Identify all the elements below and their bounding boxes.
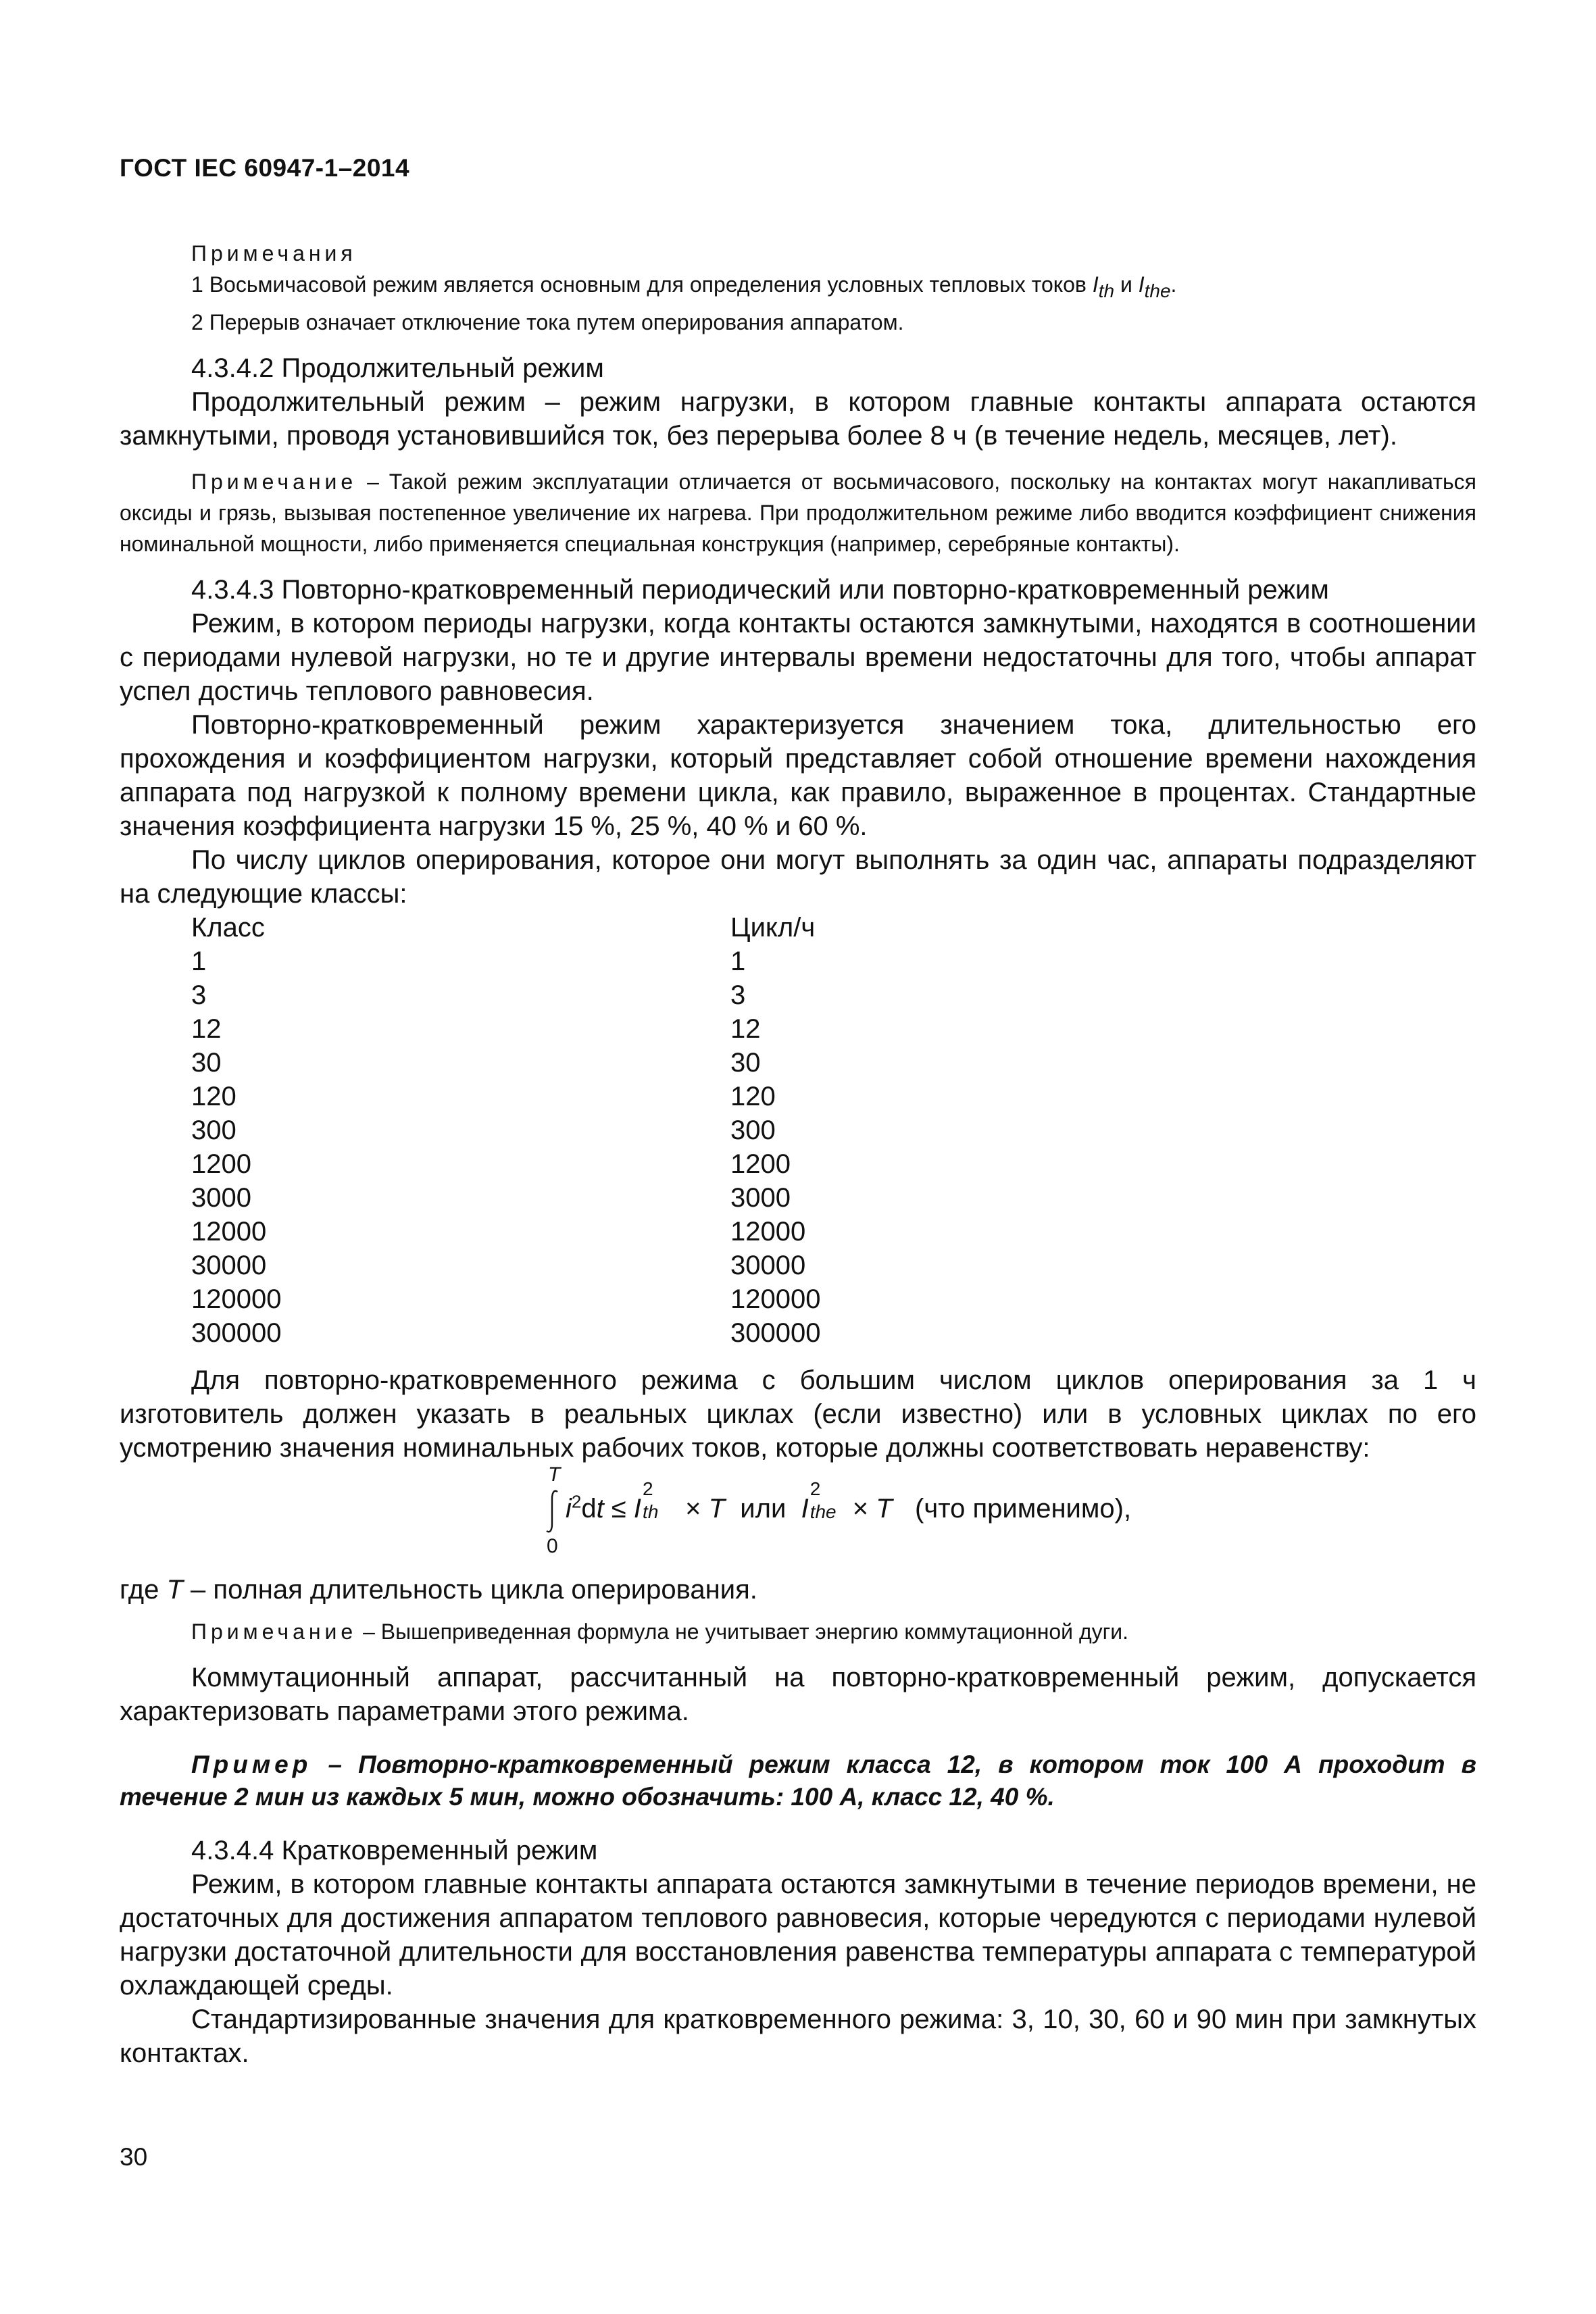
section-heading-4343: 4.3.4.3 Повторно-кратковременный периодический или повторно-кратковременный режим — [191, 575, 1329, 605]
cycles-per-hour-value: 30000 — [730, 1251, 806, 1280]
cycles-per-hour-value: 3000 — [730, 1183, 791, 1213]
class-table-header — [191, 911, 1476, 945]
note-2: 2 Перерыв означает отключение тока путем оперирования аппаратом. — [191, 310, 904, 334]
cycles-per-hour-value: 120000 — [730, 1284, 821, 1314]
class-value: 3 — [191, 980, 207, 1010]
class-value: 12000 — [191, 1217, 267, 1247]
cycles-per-hour-value: 1200 — [730, 1149, 791, 1179]
class-table-col-class: Класс — [191, 913, 265, 942]
paragraph-4342: Продолжительный режим – режим нагрузки, в котором главные контакты аппарата остаются замкнутыми, проводя установившийся ток, без перерыва более 8 ч (в течение недель, месяцев, лет). — [120, 387, 1476, 451]
class-table — [191, 911, 1476, 1350]
paragraph-4343-5: Коммутационный аппарат, рассчитанный на повторно-кратковременный режим, допускается характеризовать параметрами этого режима. — [120, 1663, 1476, 1726]
class-table-row — [191, 1282, 1476, 1316]
paragraph-4344-2: Стандартизированные значения для кратковременного режима: 3, 10, 30, 60 и 90 мин при замкнутых контактах. — [120, 2005, 1476, 2068]
document-header: ГОСТ IEC 60947-1–2014 — [120, 154, 410, 182]
paragraph-4343-3: По числу циклов оперирования, которое они могут выполнять за один час, аппараты подразделяют на следующие классы: — [120, 845, 1476, 909]
cycles-per-hour-value: 120 — [730, 1082, 776, 1111]
paragraph-4343-1: Режим, в котором периоды нагрузки, когда контакты остаются замкнутыми, находятся в соотношении с периодами нулевой нагрузки, но те и другие интервалы времени недостаточны для того, чтобы аппарат успел достичь теплового равновесия. — [120, 609, 1476, 706]
class-table-row — [191, 945, 1476, 978]
cycles-per-hour-value: 3 — [730, 980, 746, 1010]
class-value: 30000 — [191, 1251, 267, 1280]
section-heading-4344: 4.3.4.4 Кратковременный режим — [191, 1836, 598, 1865]
cycles-per-hour-value: 12000 — [730, 1217, 806, 1247]
class-table-row — [191, 1215, 1476, 1249]
formula-block — [120, 1465, 1476, 1573]
class-value: 300 — [191, 1115, 236, 1145]
class-value: 3000 — [191, 1183, 251, 1213]
inequality-formula — [545, 1465, 1289, 1573]
class-table-row — [191, 1113, 1476, 1147]
document-body — [120, 238, 1476, 2070]
class-table-rows — [191, 945, 1476, 1350]
example-4343: Пример – Повторно-кратковременный режим класса 12, в котором ток 100 А проходит в течение 2 мин из каждых 5 мин, можно обозначить: 100 А, класс 12, 40 %. — [120, 1751, 1476, 1811]
class-value: 1200 — [191, 1149, 251, 1179]
note-1: 1 Восьмичасовой режим является основным для определения условных тепловых токов Ith и Ithe. — [191, 272, 1177, 301]
integral-sign-icon — [545, 1489, 560, 1534]
cycles-per-hour-value: 300000 — [730, 1318, 821, 1348]
formula-expression: $i^2dt \le I$ 2 th × T или I 2 the × T (что применимо), — [566, 1478, 1132, 1524]
class-value: 12 — [191, 1014, 222, 1044]
class-table-row — [191, 1012, 1476, 1046]
where-clause: где T – полная длительность цикла оперирования. — [120, 1575, 757, 1605]
class-table-row — [191, 1249, 1476, 1282]
class-value: 1 — [191, 947, 207, 976]
class-table-row — [191, 978, 1476, 1012]
cycles-per-hour-value: 30 — [730, 1048, 761, 1078]
document-page — [120, 0, 1476, 2314]
integral-upper-limit: T — [548, 1463, 561, 1486]
class-value: 120 — [191, 1082, 236, 1111]
class-value: 120000 — [191, 1284, 282, 1314]
paragraph-4343-2: Повторно-кратковременный режим характеризуется значением тока, длительностью его прохождения и коэффициентом нагрузки, который представляет собой отношение времени нахождения аппарата под нагрузкой к полному времени цикла, как правило, выраженное в процентах. Стандартные значения коэффициента нагрузки 15 %, 25 %, 40 % и 60 %. — [120, 710, 1476, 841]
class-table-row — [191, 1147, 1476, 1181]
section-heading-4342: 4.3.4.2 Продолжительный режим — [191, 353, 604, 383]
paragraph-4344-1: Режим, в котором главные контакты аппарата остаются замкнутыми в течение периодов времени, не достаточных для достижения аппаратом теплового равновесия, которые чередуются с периодами нулевой нагрузки достаточной длительности для восстановления равенства температуры аппарата с температурой охлаждающей среды. — [120, 1869, 1476, 2001]
integral-lower-limit: 0 — [547, 1535, 558, 1557]
class-value: 30 — [191, 1048, 222, 1078]
class-table-row — [191, 1181, 1476, 1215]
notes-title: Примечания — [191, 241, 357, 266]
class-table-col-cycles: Цикл/ч — [730, 913, 816, 942]
page-number: 30 — [120, 2143, 148, 2171]
class-table-row — [191, 1316, 1476, 1350]
cycles-per-hour-value: 300 — [730, 1115, 776, 1145]
class-value: 300000 — [191, 1318, 282, 1348]
class-table-row — [191, 1080, 1476, 1113]
class-table-row — [191, 1046, 1476, 1080]
note-4342: Примечание – Такой режим эксплуатации отличается от восьмичасового, поскольку на контактах могут накапливаться оксиды и грязь, вызывая постепенное увеличение их нагрева. При продолжительном режиме либо вводится коэффициент снижения номинальной мощности, либо применяется специальная конструкция (например, серебряные контакты). — [120, 470, 1476, 556]
cycles-per-hour-value: 1 — [730, 947, 746, 976]
paragraph-4343-4: Для повторно-кратковременного режима с большим числом циклов оперирования за 1 ч изготовитель должен указать в реальных циклах (если известно) или в условных циклах по его усмотрению значения номинальных рабочих токов, которые должны соответствовать неравенству: — [120, 1365, 1476, 1463]
cycles-per-hour-value: 12 — [730, 1014, 761, 1044]
note-4343: Примечание – Вышеприведенная формула не учитывает энергию коммутационной дуги. — [191, 1619, 1129, 1644]
